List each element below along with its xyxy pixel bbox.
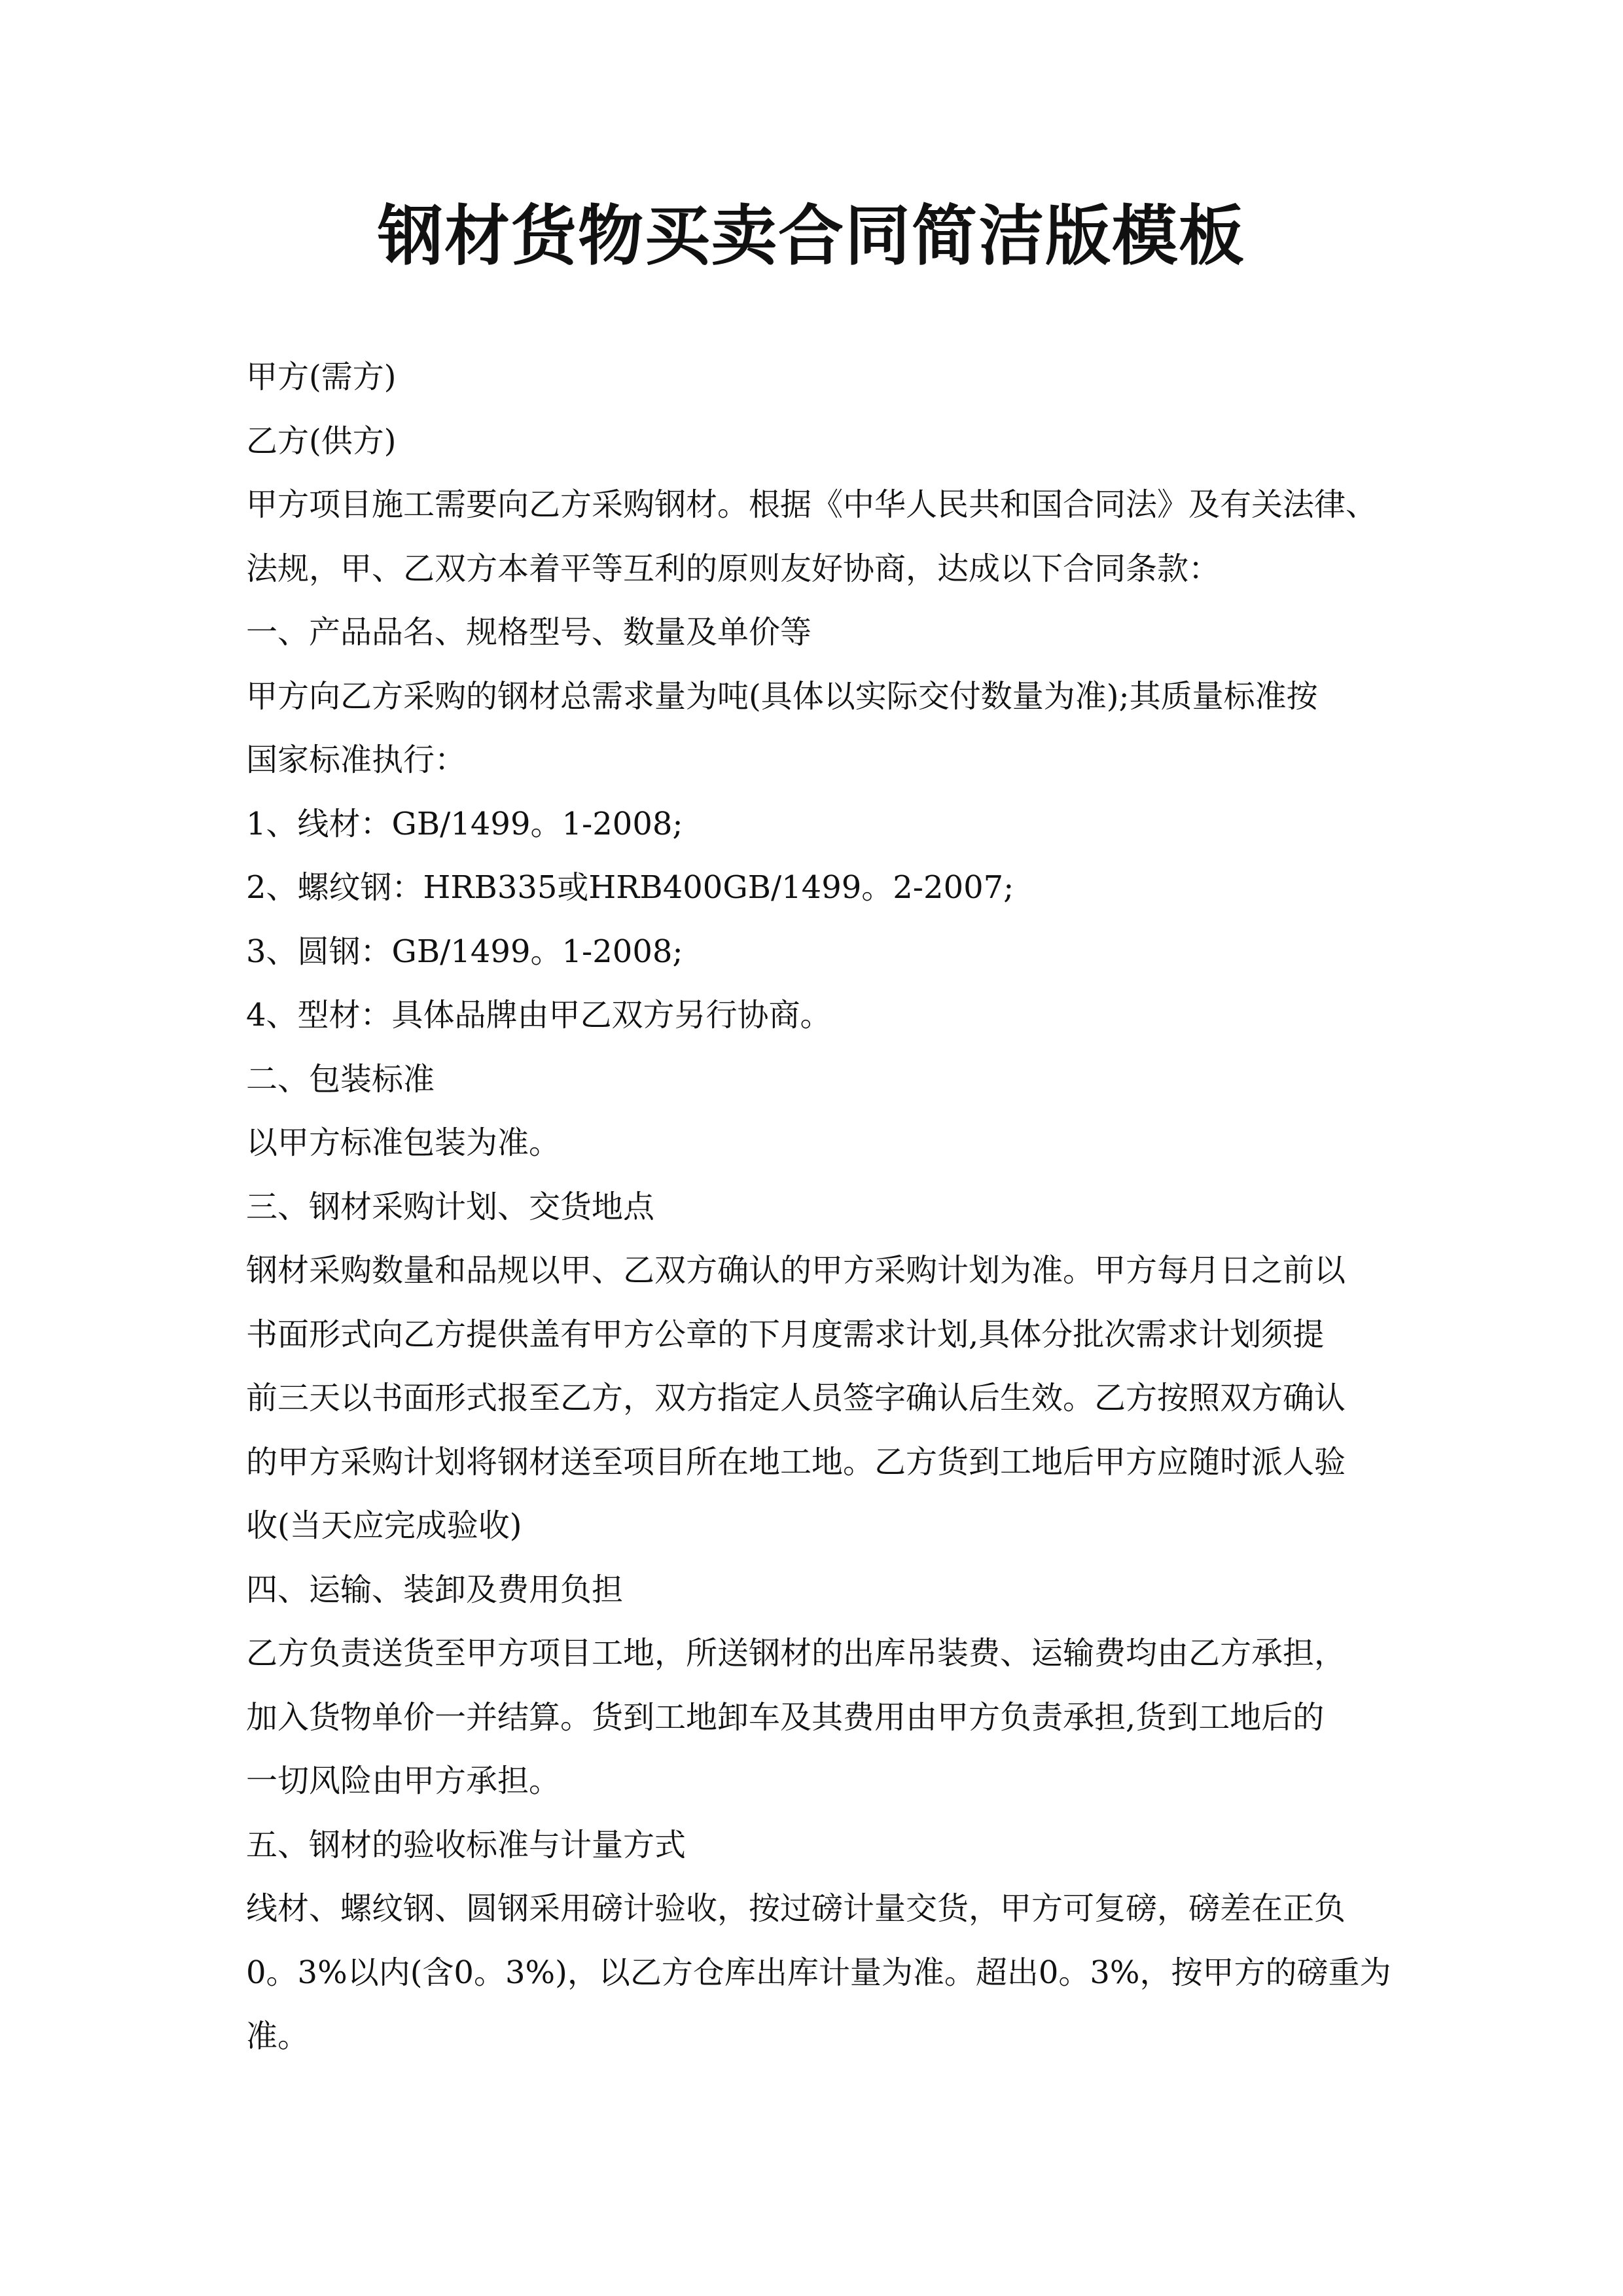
section-heading: 一、产品品名、规格型号、数量及单价等 bbox=[246, 614, 812, 651]
paragraph-line: 国家标准执行： bbox=[246, 742, 467, 778]
party-b-line: 乙方(供方) bbox=[246, 422, 397, 459]
section-heading: 五、钢材的验收标准与计量方式 bbox=[246, 1826, 687, 1863]
section-heading: 三、钢材采购计划、交货地点 bbox=[246, 1188, 655, 1225]
paragraph-line: 乙方负责送货至甲方项目工地，所送钢材的出库吊装费、运输费均由乙方承担， bbox=[246, 1635, 1346, 1672]
paragraph-line: 加入货物单价一并结算。货到工地卸车及其费用由甲方负责承担,货到工地后的 bbox=[246, 1698, 1325, 1736]
list-item: 1、线材：GB/1499。1-2008; bbox=[246, 805, 683, 842]
list-item: 2、螺纹钢：HRB335或HRB400GB/1499。2-2007; bbox=[246, 869, 1014, 906]
document-title: 钢材货物买卖合同简洁版模板 bbox=[378, 197, 1245, 274]
paragraph-line: 甲方项目施工需要向乙方采购钢材。根据《中华人民共和国合同法》及有关法律、 bbox=[246, 486, 1378, 523]
document-body bbox=[246, 346, 1398, 2069]
paragraph-line: 的甲方采购计划将钢材送至项目所在地工地。乙方货到工地后甲方应随时派人验 bbox=[246, 1443, 1346, 1480]
paragraph-line: 一切风险由甲方承担。 bbox=[246, 1763, 561, 1799]
section-heading: 四、运输、装卸及费用负担 bbox=[246, 1571, 624, 1608]
paragraph-line: 0。3%以内(含0。3%)，以乙方仓库出库计量为准。超出0。3%，按甲方的磅重为 bbox=[246, 1954, 1391, 1991]
paragraph-line: 准。 bbox=[246, 2018, 310, 2054]
paragraph-line: 以甲方标准包装为准。 bbox=[246, 1124, 561, 1161]
paragraph-line: 前三天以书面形式报至乙方，双方指定人员签字确认后生效。乙方按照双方确认 bbox=[246, 1380, 1346, 1416]
paragraph-line: 收(当天应完成验收) bbox=[246, 1507, 522, 1544]
paragraph-line: 线材、螺纹钢、圆钢采用磅计验收，按过磅计量交货，甲方可复磅，磅差在正负 bbox=[246, 1890, 1346, 1927]
paragraph-line: 甲方向乙方采购的钢材总需求量为吨(具体以实际交付数量为准);其质量标准按 bbox=[246, 677, 1318, 715]
section-heading: 二、包装标准 bbox=[246, 1060, 435, 1098]
paragraph-line: 法规，甲、乙双方本着平等互利的原则友好协商，达成以下合同条款： bbox=[246, 550, 1221, 587]
paragraph-line: 书面形式向乙方提供盖有甲方公章的下月度需求计划,具体分批次需求计划须提 bbox=[246, 1316, 1325, 1353]
list-item: 4、型材：具体品牌由甲乙双方另行协商。 bbox=[246, 997, 832, 1033]
party-a-line: 甲方(需方) bbox=[246, 359, 397, 395]
paragraph-line: 钢材采购数量和品规以甲、乙双方确认的甲方采购计划为准。甲方每月日之前以 bbox=[246, 1252, 1346, 1289]
list-item: 3、圆钢：GB/1499。1-2008; bbox=[246, 933, 683, 970]
